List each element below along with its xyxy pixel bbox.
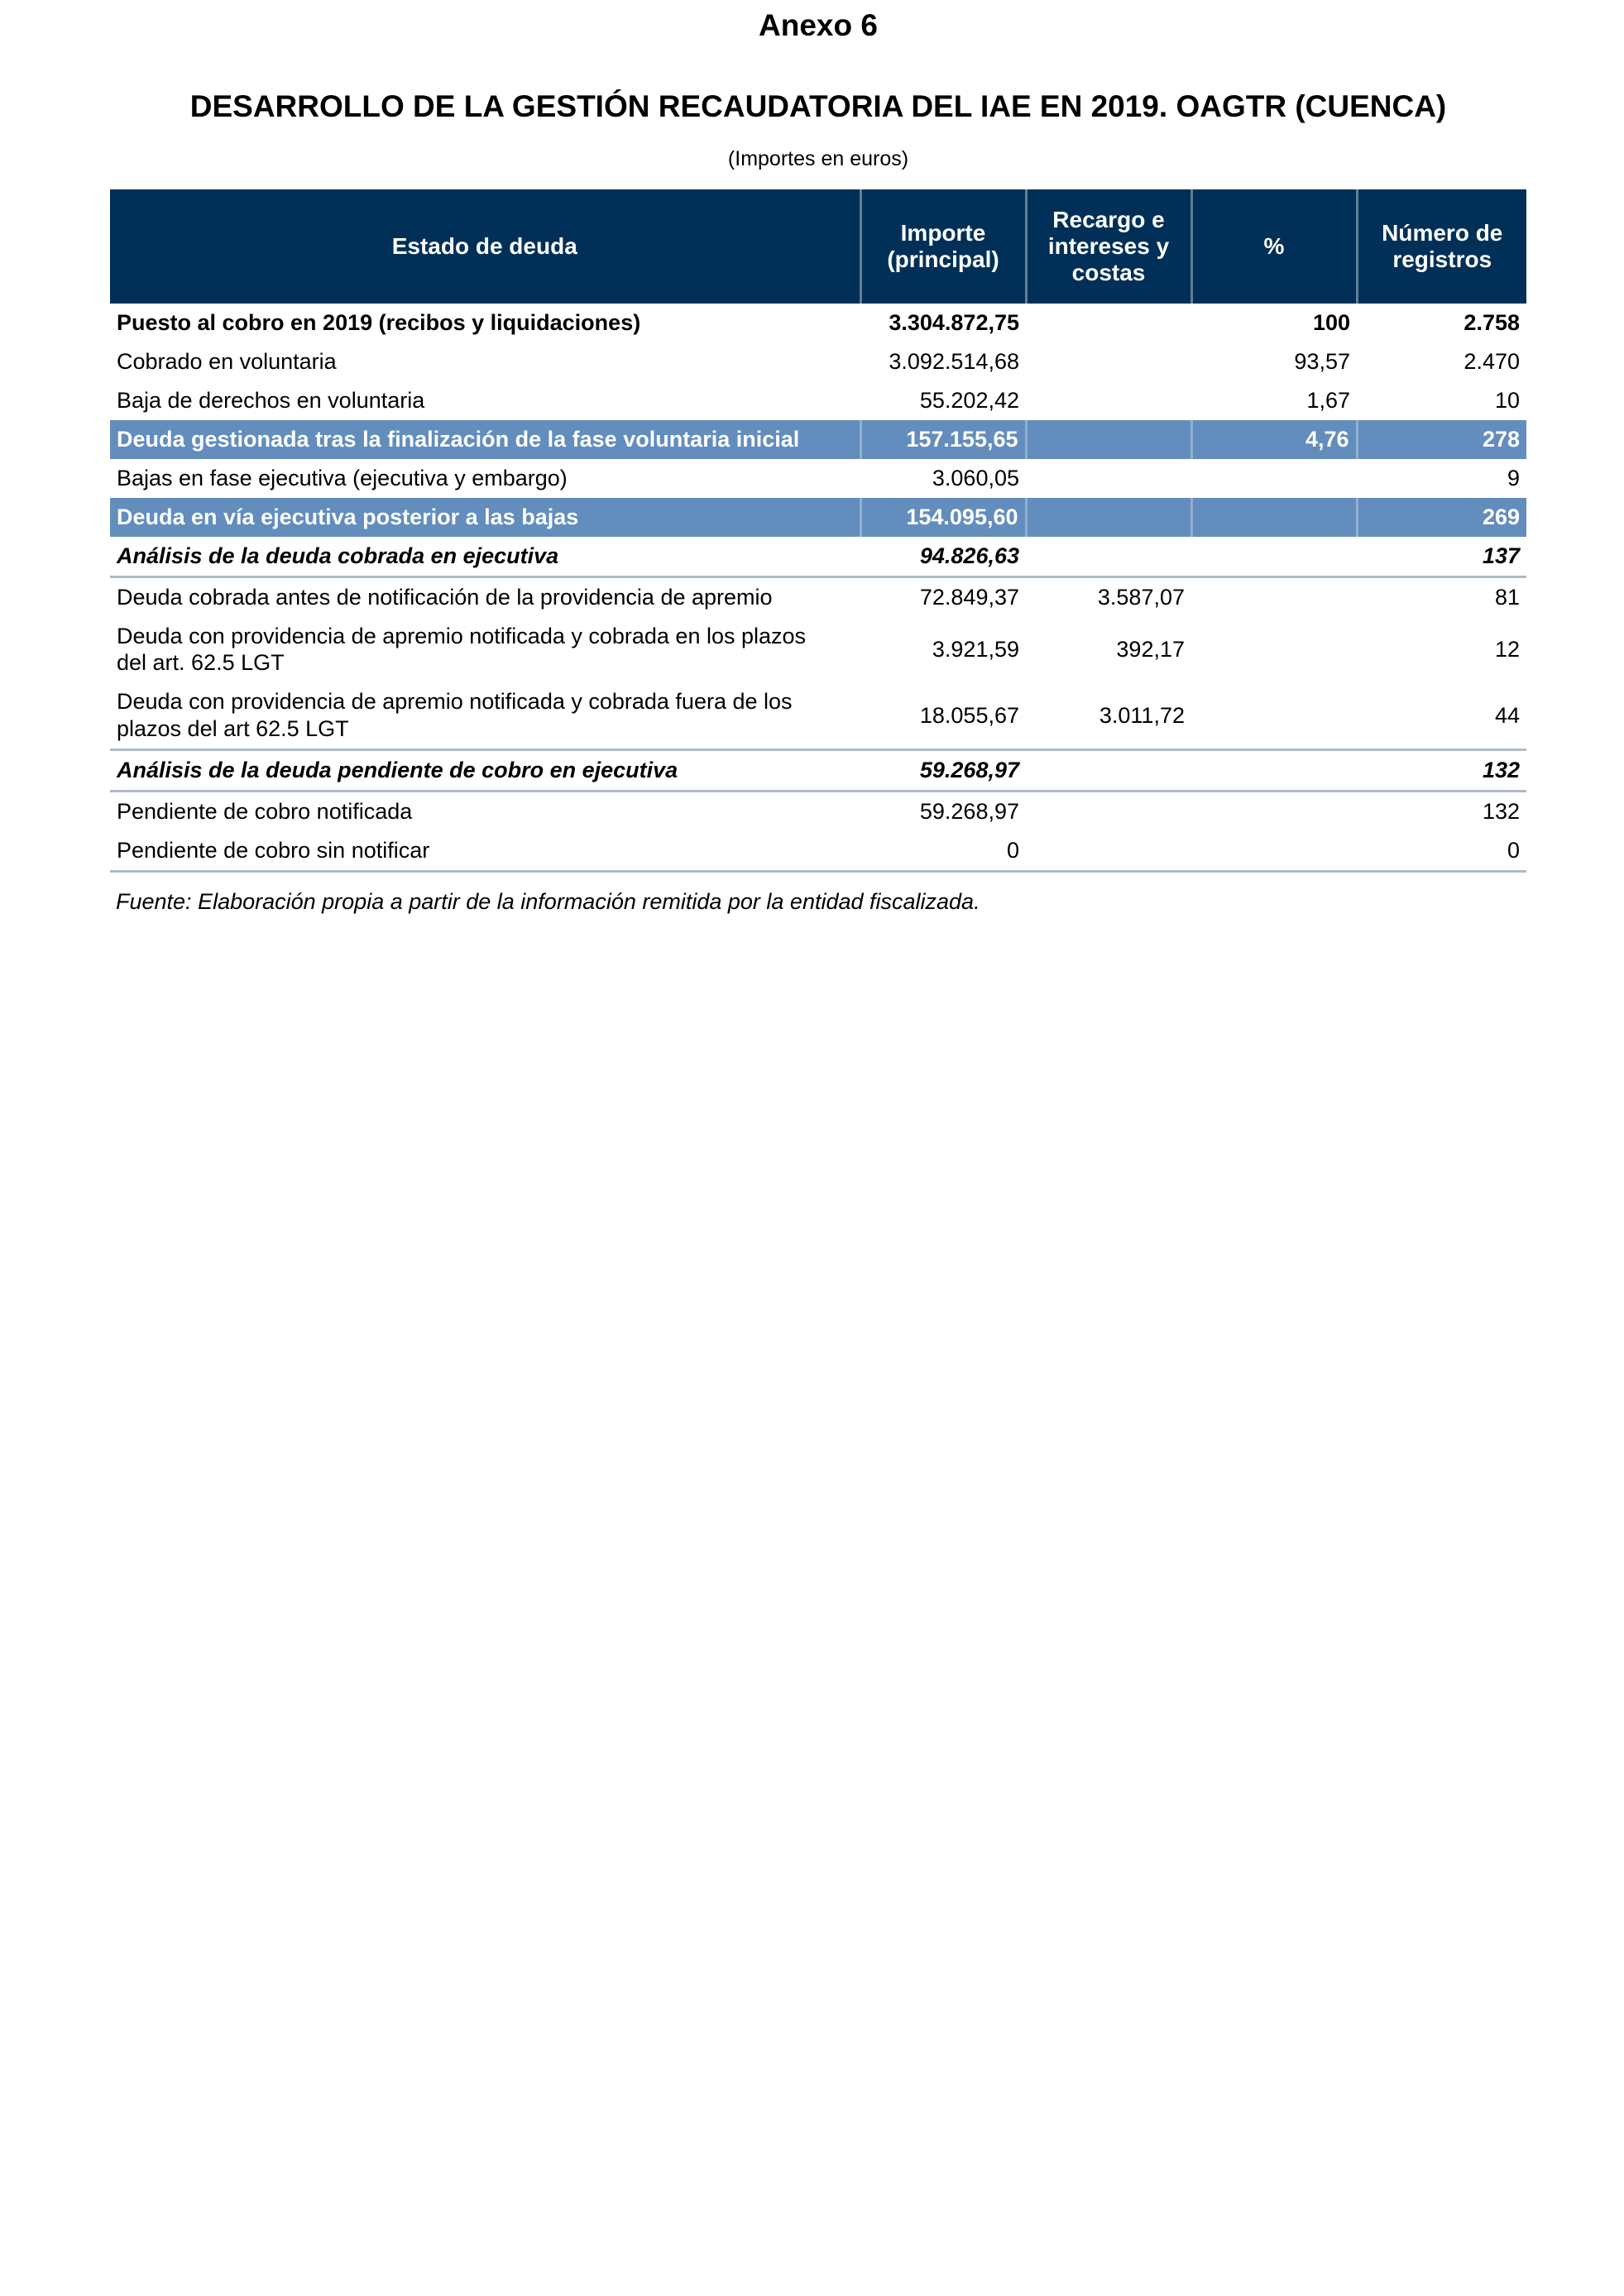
source-note: Fuente: Elaboración propia a partir de la información remitida por la entidad fiscalizada. (116, 889, 980, 915)
cell-importe-principal: 154.095,60 (860, 498, 1026, 537)
cell-numero-registros: 2.470 (1464, 348, 1520, 374)
cell-numero-registros: 12 (1494, 636, 1520, 662)
cell-porcentaje (1191, 792, 1357, 831)
table-header-row (110, 189, 1526, 304)
cell-estado-de-deuda: Puesto al cobro en 2019 (recibos y liquidaciones) (117, 310, 641, 335)
cell-porcentaje (1191, 682, 1357, 749)
cell-importe-principal: 0 (860, 831, 1026, 871)
cell-importe-principal: 157.155,65 (860, 420, 1026, 459)
cell-estado-de-deuda: Pendiente de cobro notificada (117, 799, 413, 825)
debt-status-table (110, 189, 1526, 873)
table-row (110, 617, 1526, 683)
column-header-numero-registros: Número de registros (1357, 189, 1526, 304)
table-row (110, 792, 1526, 831)
cell-numero-registros: 0 (1357, 831, 1526, 871)
cell-estado-de-deuda: Análisis de la deuda pendiente de cobro en ejecutiva (110, 750, 860, 792)
table-row (110, 459, 1526, 498)
cell-numero-registros: 2.758 (1464, 310, 1520, 335)
annex-label: Anexo 6 (759, 8, 878, 42)
cell-numero-registros: 9 (1507, 465, 1520, 490)
cell-estado-de-deuda: Deuda gestionada tras la finalización de la fase voluntaria inicial (110, 420, 860, 459)
cell-importe-principal: 3.304.872,75 (889, 310, 1019, 335)
cell-recargo-intereses (1026, 792, 1191, 831)
page-subtitle: (Importes en euros) (727, 147, 909, 170)
cell-importe-principal: 72.849,37 (919, 584, 1019, 610)
cell-importe-principal: 3.060,05 (932, 465, 1019, 490)
table-row (110, 304, 1526, 342)
cell-estado-de-deuda: Deuda en vía ejecutiva posterior a las bajas (110, 498, 860, 537)
page-title: DESARROLLO DE LA GESTIÓN RECAUDATORIA DEL IAE EN 2019. OAGTR (CUENCA) (189, 89, 1447, 123)
page-content (110, 0, 1526, 915)
cell-numero-registros: 132 (1357, 750, 1526, 792)
cell-importe-principal: 3.092.514,68 (889, 348, 1019, 374)
cell-porcentaje: 93,57 (1294, 348, 1350, 374)
cell-numero-registros: 44 (1494, 702, 1520, 728)
cell-porcentaje (1191, 459, 1357, 498)
cell-recargo-intereses (1026, 750, 1191, 792)
cell-recargo-intereses (1026, 342, 1191, 381)
cell-estado-de-deuda: Deuda con providencia de apremio notificada y cobrada fuera de los plazos del art 62.5 LGT (117, 689, 793, 742)
table-row (110, 498, 1526, 537)
cell-porcentaje: 1,67 (1306, 387, 1350, 413)
cell-recargo-intereses (1026, 381, 1191, 420)
cell-estado-de-deuda: Análisis de la deuda cobrada en ejecutiva (110, 537, 860, 576)
cell-porcentaje: 100 (1312, 310, 1350, 335)
cell-porcentaje: 4,76 (1191, 420, 1357, 459)
cell-recargo-intereses (1026, 420, 1191, 459)
table-row (110, 750, 1526, 792)
cell-numero-registros: 81 (1494, 584, 1520, 610)
table-row (110, 831, 1526, 871)
cell-porcentaje (1191, 617, 1357, 683)
cell-importe-principal: 18.055,67 (919, 702, 1019, 728)
cell-numero-registros: 269 (1357, 498, 1526, 537)
cell-estado-de-deuda: Baja de derechos en voluntaria (117, 387, 425, 413)
cell-recargo-intereses (1026, 459, 1191, 498)
cell-porcentaje (1191, 576, 1357, 616)
column-header-recargo-intereses: Recargo e intereses y costas (1026, 189, 1191, 304)
cell-importe-principal: 3.921,59 (932, 636, 1019, 662)
cell-porcentaje (1191, 537, 1357, 576)
table-row (110, 420, 1526, 459)
column-header-porcentaje: % (1191, 189, 1357, 304)
cell-numero-registros: 278 (1357, 420, 1526, 459)
cell-numero-registros: 132 (1482, 799, 1520, 825)
table-row (110, 381, 1526, 420)
cell-importe-principal: 94.826,63 (860, 537, 1026, 576)
cell-estado-de-deuda: Bajas en fase ejecutiva (ejecutiva y embargo) (117, 465, 568, 490)
cell-importe-principal: 59.268,97 (919, 799, 1019, 825)
cell-recargo-intereses (1026, 304, 1191, 342)
table-body (110, 304, 1526, 872)
column-header-estado-de-deuda: Estado de deuda (110, 189, 860, 304)
cell-recargo-intereses (1026, 537, 1191, 576)
cell-porcentaje (1191, 831, 1357, 871)
cell-estado-de-deuda: Deuda con providencia de apremio notificada y cobrada en los plazos del art. 62.5 LGT (117, 623, 807, 676)
cell-numero-registros: 10 (1494, 387, 1520, 413)
cell-estado-de-deuda: Deuda cobrada antes de notificación de la providencia de apremio (117, 584, 773, 610)
cell-recargo-intereses (1026, 831, 1191, 871)
table-row (110, 537, 1526, 576)
table-row (110, 682, 1526, 749)
column-header-importe-principal: Importe (principal) (860, 189, 1026, 304)
table-row (110, 576, 1526, 616)
cell-recargo-intereses: 3.587,07 (1097, 584, 1185, 610)
cell-numero-registros: 137 (1357, 537, 1526, 576)
cell-estado-de-deuda: Cobrado en voluntaria (117, 348, 337, 374)
table-row (110, 342, 1526, 381)
cell-importe-principal: 59.268,97 (860, 750, 1026, 792)
cell-estado-de-deuda: Pendiente de cobro sin notificar (110, 831, 860, 871)
cell-importe-principal: 55.202,42 (919, 387, 1019, 413)
cell-recargo-intereses: 392,17 (1116, 636, 1185, 662)
cell-porcentaje (1191, 750, 1357, 792)
cell-recargo-intereses (1026, 498, 1191, 537)
cell-porcentaje (1191, 498, 1357, 537)
cell-recargo-intereses: 3.011,72 (1099, 702, 1185, 728)
